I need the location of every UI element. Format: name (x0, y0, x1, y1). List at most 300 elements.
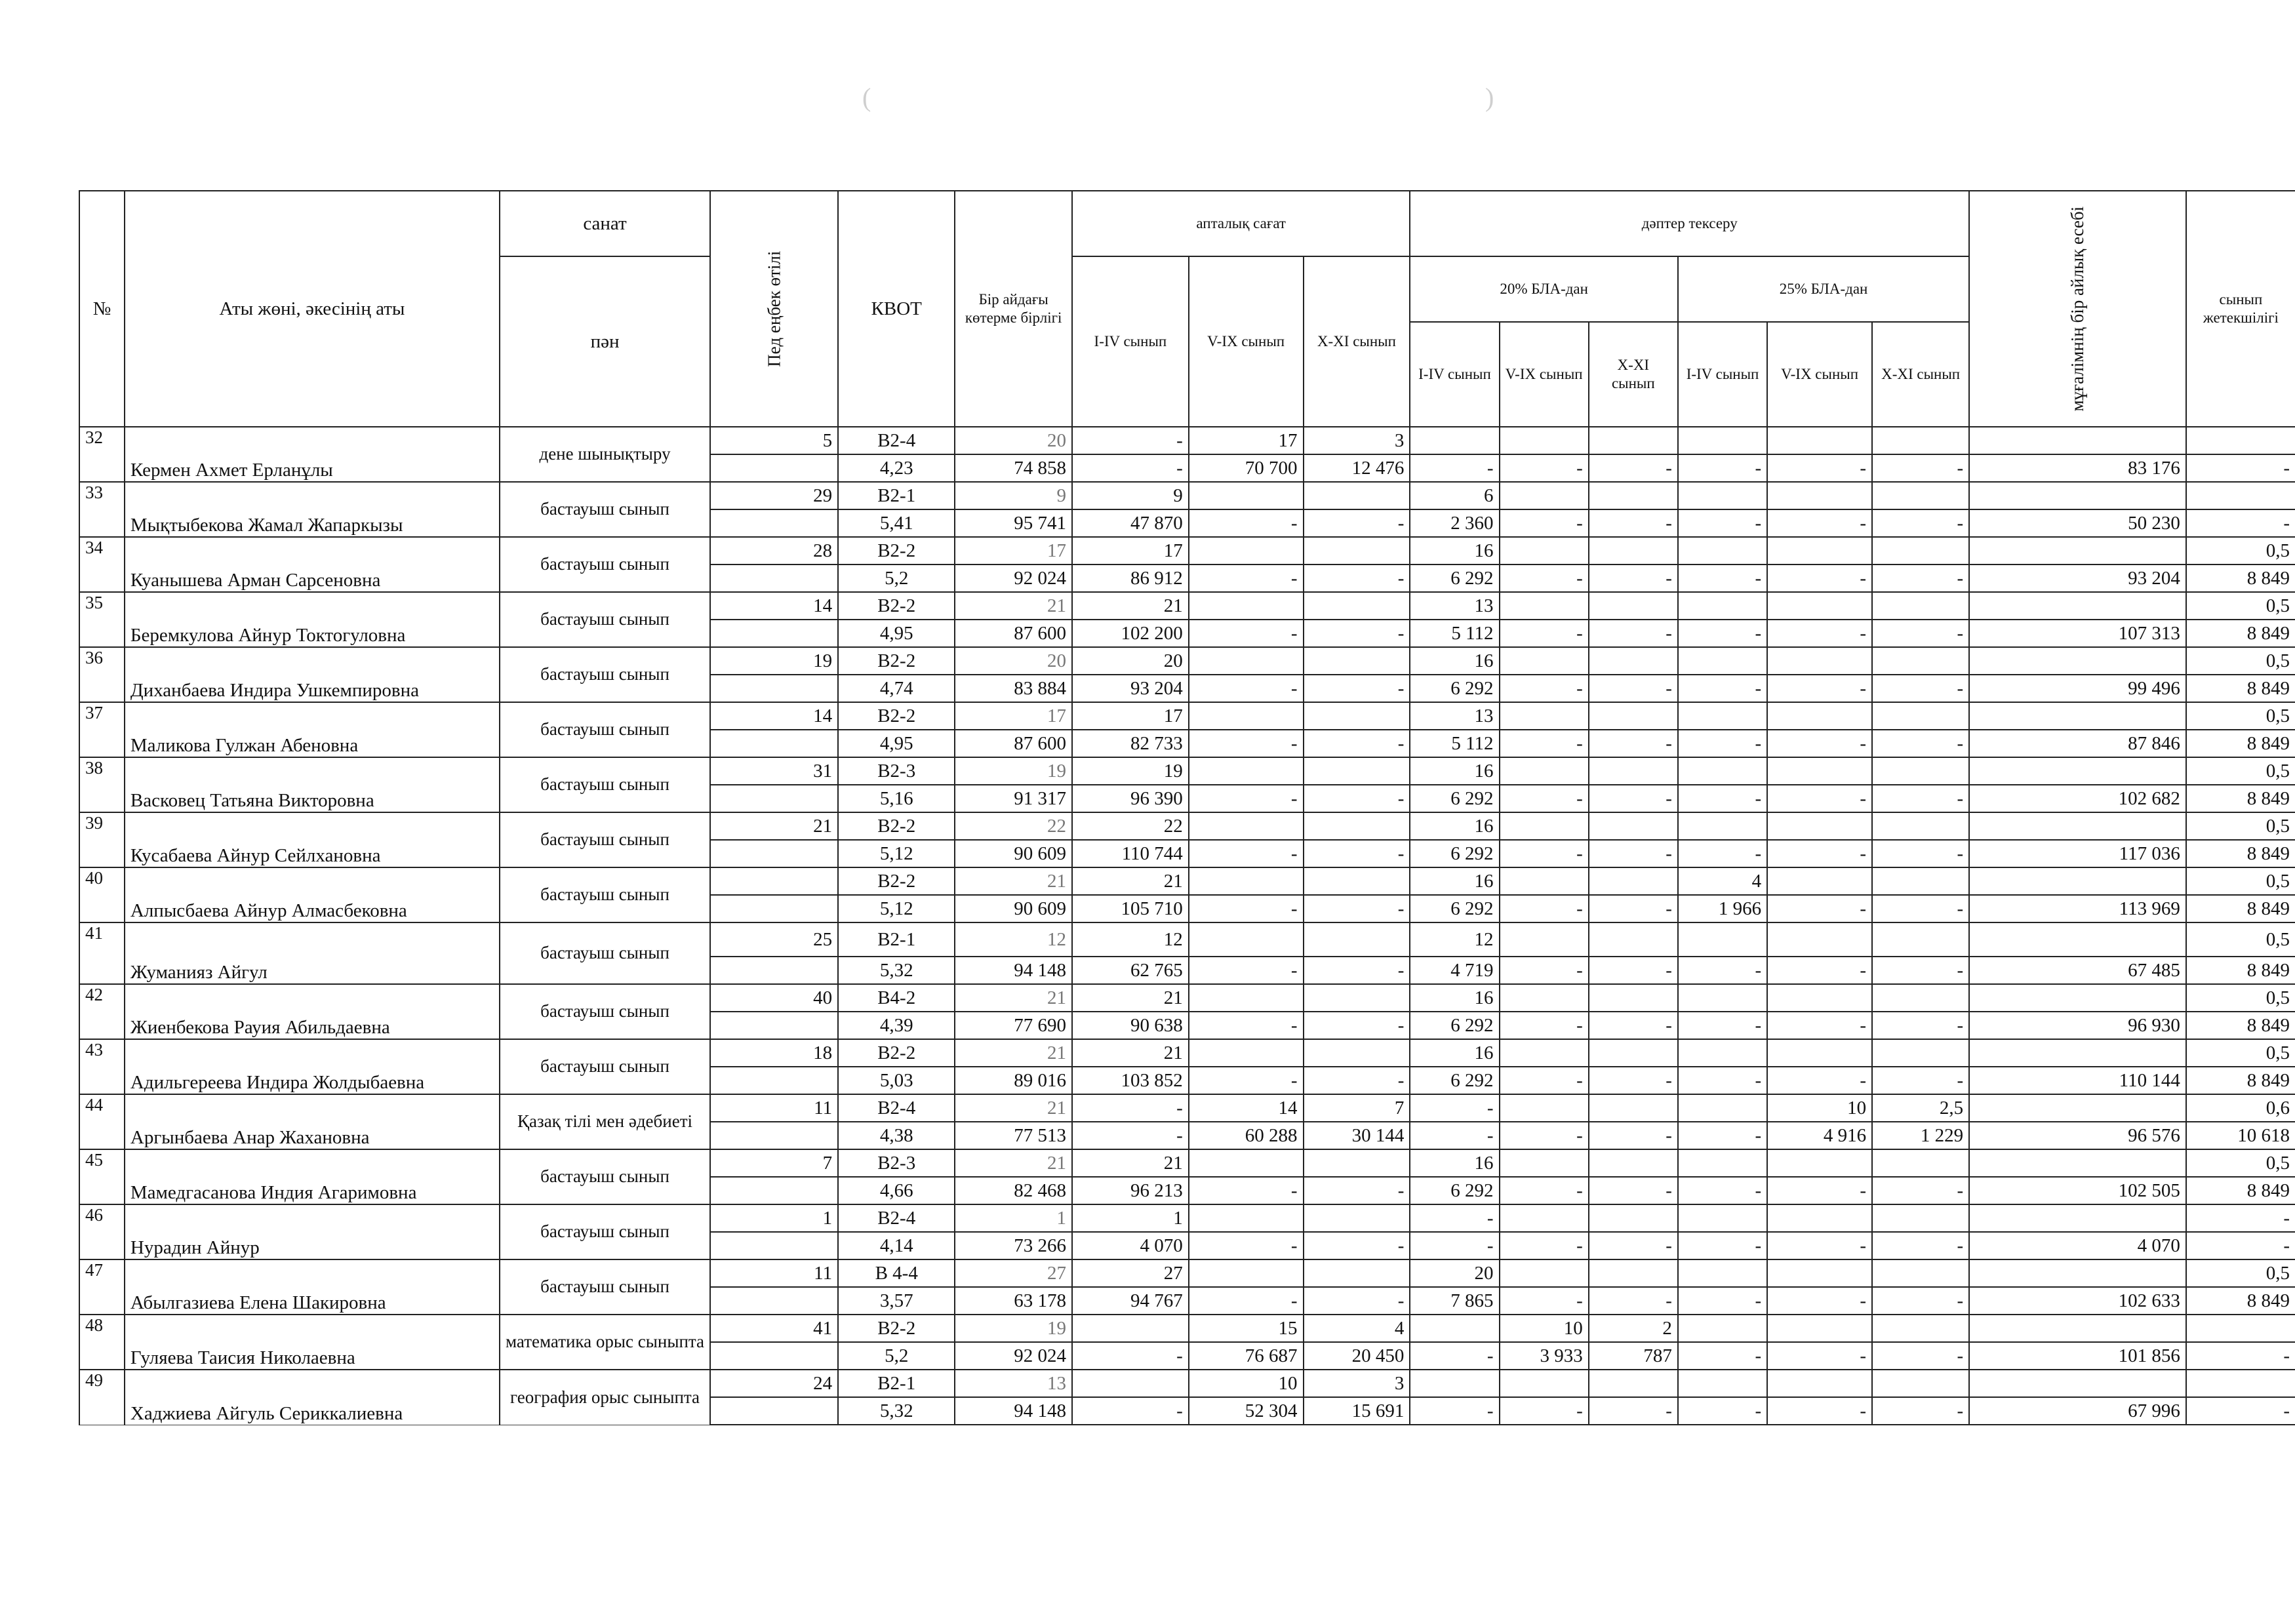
cell: - (2186, 1232, 2295, 1259)
cell: - (1589, 785, 1678, 812)
cell: В2-1 (838, 922, 955, 957)
cell: 20 450 (1304, 1342, 1410, 1370)
cell (1500, 1204, 1589, 1232)
cell: - (1767, 1232, 1872, 1259)
cell (1872, 757, 1969, 785)
cell: В2-2 (838, 1039, 955, 1067)
cell (1969, 592, 2186, 620)
cell: 0,5 (2186, 702, 2295, 730)
experience-cell: 29 (710, 482, 838, 509)
cell (1589, 592, 1678, 620)
cell (1678, 1039, 1767, 1067)
cell: 93 204 (1072, 675, 1189, 702)
cell: 4,95 (838, 730, 955, 757)
cell: - (1678, 840, 1767, 867)
cell: 21 (955, 1039, 1072, 1067)
cell: 6 292 (1410, 1177, 1499, 1204)
cell: 73 266 (955, 1232, 1072, 1259)
cell: 113 969 (1969, 895, 2186, 922)
cell (1589, 812, 1678, 840)
cell: 4,39 (838, 1012, 955, 1039)
cell: - (1589, 1067, 1678, 1094)
subject-cell: бастауыш сынып (500, 922, 710, 984)
cell: - (2186, 509, 2295, 537)
subject-cell: бастауыш сынып (500, 867, 710, 922)
cell: - (1767, 785, 1872, 812)
cell: - (1072, 454, 1189, 482)
cell: 21 (955, 1149, 1072, 1177)
cell: 17 (1072, 537, 1189, 564)
cell: - (1678, 1012, 1767, 1039)
cell: - (1872, 509, 1969, 537)
teacher-name: Аргынбаева Анар Жахановна (125, 1094, 500, 1149)
table-row (79, 1259, 2295, 1287)
cell (1872, 812, 1969, 840)
experience-cell-empty (710, 1342, 838, 1370)
cell: - (1767, 1342, 1872, 1370)
cell: 99 496 (1969, 675, 2186, 702)
cell: В2-2 (838, 647, 955, 675)
cell: - (1678, 1177, 1767, 1204)
subject-cell: бастауыш сынып (500, 537, 710, 592)
cell: В2-1 (838, 482, 955, 509)
cell (1872, 482, 1969, 509)
cell: - (1589, 675, 1678, 702)
col-weekly-hours: апталық сағат (1072, 191, 1410, 256)
experience-cell (710, 867, 838, 895)
cell: 16 (1410, 757, 1499, 785)
cell: - (1304, 675, 1410, 702)
cell: 52 304 (1189, 1397, 1304, 1425)
cell: - (2186, 454, 2295, 482)
cell: В2-2 (838, 537, 955, 564)
cell: 96 213 (1072, 1177, 1189, 1204)
cell: - (1304, 785, 1410, 812)
cell: 30 144 (1304, 1122, 1410, 1149)
cell (1767, 537, 1872, 564)
cell (1589, 984, 1678, 1012)
cell: 16 (1410, 867, 1499, 895)
cell: 105 710 (1072, 895, 1189, 922)
col-subject: пән (500, 256, 710, 427)
cell (1872, 427, 1969, 454)
row-number: 44 (79, 1094, 125, 1149)
cell (1969, 427, 2186, 454)
cell (1500, 537, 1589, 564)
cell: - (1589, 957, 1678, 984)
cell: 6 292 (1410, 785, 1499, 812)
cell: 20 (955, 427, 1072, 454)
cell: В2-1 (838, 1370, 955, 1397)
table-row (79, 867, 2295, 895)
cell: 21 (1072, 1039, 1189, 1067)
cell: 0,5 (2186, 867, 2295, 895)
cell: - (1678, 1067, 1767, 1094)
cell (1189, 922, 1304, 957)
cell: - (2186, 1397, 2295, 1425)
teacher-name: Жиенбекова Рауия Абильдаевна (125, 984, 500, 1039)
cell: 21 (955, 867, 1072, 895)
cell (1872, 1204, 1969, 1232)
cell: 92 024 (955, 564, 1072, 592)
cell: - (1589, 1287, 1678, 1315)
col-category: санат (500, 191, 710, 256)
cell (1969, 812, 2186, 840)
cell (1969, 867, 2186, 895)
row-number: 33 (79, 482, 125, 537)
cell: 17 (1072, 702, 1189, 730)
cell (1872, 702, 1969, 730)
cell: - (1872, 1012, 1969, 1039)
cell (1189, 482, 1304, 509)
cell: 5,2 (838, 1342, 955, 1370)
cell: - (1589, 1122, 1678, 1149)
cell (1304, 702, 1410, 730)
cell (1969, 1204, 2186, 1232)
subject-cell: бастауыш сынып (500, 592, 710, 647)
experience-cell-empty (710, 1122, 838, 1149)
cell: 0,5 (2186, 757, 2295, 785)
table-row (79, 482, 2295, 509)
cell: 5,16 (838, 785, 955, 812)
cell: 27 (955, 1259, 1072, 1287)
teacher-name: Беремкулова Айнур Токтогуловна (125, 592, 500, 647)
cell: - (1767, 564, 1872, 592)
experience-cell: 19 (710, 647, 838, 675)
cell: - (1189, 1287, 1304, 1315)
row-number: 38 (79, 757, 125, 812)
cell: 101 856 (1969, 1342, 2186, 1370)
col-kvot: КВОТ (838, 191, 955, 427)
cell: - (2186, 1204, 2295, 1232)
cell (1678, 922, 1767, 957)
cell (1589, 647, 1678, 675)
cell (1678, 812, 1767, 840)
cell: 0,5 (2186, 647, 2295, 675)
table-row (79, 537, 2295, 564)
cell: - (1410, 1342, 1499, 1370)
cell (1500, 1094, 1589, 1122)
cell: - (1410, 1204, 1499, 1232)
cell (1589, 702, 1678, 730)
cell: - (1500, 564, 1589, 592)
cell: - (1678, 675, 1767, 702)
row-number: 37 (79, 702, 125, 757)
cell: 8 849 (2186, 1012, 2295, 1039)
salary-table (79, 190, 2295, 1425)
cell: 0,5 (2186, 1259, 2295, 1287)
cell: - (1410, 1122, 1499, 1149)
cell: 2 (1589, 1315, 1678, 1342)
cell: 9 (1072, 482, 1189, 509)
teacher-name: Адильгереева Индира Жолдыбаевна (125, 1039, 500, 1094)
cell: 4,66 (838, 1177, 955, 1204)
cell: - (1189, 564, 1304, 592)
cell (1500, 1259, 1589, 1287)
col-g1-4: I-IV сынып (1072, 256, 1189, 427)
cell: 93 204 (1969, 564, 2186, 592)
cell: 6 292 (1410, 1067, 1499, 1094)
cell: 4,23 (838, 454, 955, 482)
cell: 62 765 (1072, 957, 1189, 984)
row-number: 48 (79, 1315, 125, 1370)
cell (2186, 1370, 2295, 1397)
cell: - (1410, 1397, 1499, 1425)
cell: 0,5 (2186, 812, 2295, 840)
cell: 8 849 (2186, 730, 2295, 757)
experience-cell: 21 (710, 812, 838, 840)
cell (1767, 812, 1872, 840)
cell: 8 849 (2186, 895, 2295, 922)
cell (1767, 427, 1872, 454)
cell (1678, 537, 1767, 564)
experience-cell-empty (710, 454, 838, 482)
cell (1304, 757, 1410, 785)
experience-cell: 14 (710, 592, 838, 620)
cell: 70 700 (1189, 454, 1304, 482)
experience-cell: 11 (710, 1259, 838, 1287)
cell: 20 (1410, 1259, 1499, 1287)
cell: - (1589, 840, 1678, 867)
row-number: 32 (79, 427, 125, 482)
cell: 83 176 (1969, 454, 2186, 482)
cell: - (1500, 675, 1589, 702)
cell (1589, 1094, 1678, 1122)
cell (2186, 482, 2295, 509)
experience-cell-empty (710, 1012, 838, 1039)
cell: 91 317 (955, 785, 1072, 812)
cell (1500, 1149, 1589, 1177)
cell: 16 (1410, 647, 1499, 675)
cell: 5,2 (838, 564, 955, 592)
cell: 19 (955, 1315, 1072, 1342)
cell (2186, 1315, 2295, 1342)
cell: 95 741 (955, 509, 1072, 537)
cell: 21 (955, 1094, 1072, 1122)
cell: 102 633 (1969, 1287, 2186, 1315)
cell: - (1767, 1012, 1872, 1039)
cell (1500, 984, 1589, 1012)
cell: 87 600 (955, 730, 1072, 757)
cell: - (1872, 1287, 1969, 1315)
cell: 4 916 (1767, 1122, 1872, 1149)
cell (1678, 702, 1767, 730)
experience-cell-empty (710, 785, 838, 812)
cell: - (1189, 675, 1304, 702)
cell (1872, 1315, 1969, 1342)
cell: - (1767, 675, 1872, 702)
row-number: 34 (79, 537, 125, 592)
subject-cell: география орыс сыныпта (500, 1370, 710, 1425)
teacher-name: Гуляева Таисия Николаевна (125, 1315, 500, 1370)
cell (1500, 922, 1589, 957)
cell (1969, 482, 2186, 509)
cell (1500, 647, 1589, 675)
cell (1872, 867, 1969, 895)
cell (1589, 1370, 1678, 1397)
teacher-name: Кермен Ахмет Ерланұлы (125, 427, 500, 482)
teacher-name: Маликова Гулжан Абеновна (125, 702, 500, 757)
table-row (79, 984, 2295, 1012)
cell: - (1500, 730, 1589, 757)
col-name: Аты жөні, әкесінің аты (125, 191, 500, 427)
cell (1678, 592, 1767, 620)
experience-cell: 31 (710, 757, 838, 785)
cell: 1 966 (1678, 895, 1767, 922)
row-number: 46 (79, 1204, 125, 1259)
cell (1589, 1204, 1678, 1232)
cell: 4,38 (838, 1122, 955, 1149)
cell: - (1767, 1177, 1872, 1204)
cell: 13 (1410, 592, 1499, 620)
cell: 5,03 (838, 1067, 955, 1094)
experience-cell: 5 (710, 427, 838, 454)
cell: В2-4 (838, 1094, 955, 1122)
cell (1969, 1149, 2186, 1177)
cell: 22 (955, 812, 1072, 840)
cell: 787 (1589, 1342, 1678, 1370)
cell: - (1678, 509, 1767, 537)
cell: 4,74 (838, 675, 955, 702)
cell: 89 016 (955, 1067, 1072, 1094)
cell: - (1589, 564, 1678, 592)
experience-cell: 14 (710, 702, 838, 730)
row-number: 47 (79, 1259, 125, 1315)
cell: 110 144 (1969, 1067, 2186, 1094)
cell: 10 (1189, 1370, 1304, 1397)
cell: - (2186, 1342, 2295, 1370)
experience-cell: 25 (710, 922, 838, 957)
cell (1872, 1370, 1969, 1397)
cell: 0,5 (2186, 922, 2295, 957)
cell: 5 112 (1410, 730, 1499, 757)
cell: 110 744 (1072, 840, 1189, 867)
cell: 63 178 (955, 1287, 1072, 1315)
table-row (79, 1315, 2295, 1342)
cell: - (1767, 957, 1872, 984)
cell (1969, 1370, 2186, 1397)
subject-cell: бастауыш сынып (500, 757, 710, 812)
cell (1872, 984, 1969, 1012)
cell: 16 (1410, 537, 1499, 564)
cell (1304, 1039, 1410, 1067)
col-monthly-calc: мұғалімнің бір айлық есебі (1969, 191, 2186, 427)
experience-cell-empty (710, 840, 838, 867)
cell (1969, 647, 2186, 675)
cell: - (1589, 1012, 1678, 1039)
cell: 8 849 (2186, 1287, 2295, 1315)
cell (1969, 1259, 2186, 1287)
cell: - (1767, 840, 1872, 867)
cell: 17 (1189, 427, 1304, 454)
cell (1678, 1094, 1767, 1122)
cell: - (1500, 1232, 1589, 1259)
cell: 21 (1072, 592, 1189, 620)
cell (1589, 427, 1678, 454)
cell: - (1872, 1342, 1969, 1370)
cell: 7 (1304, 1094, 1410, 1122)
table-row (79, 922, 2295, 957)
experience-cell-empty (710, 1067, 838, 1094)
col-experience: Пед еңбек өтілі (710, 191, 838, 427)
cell: 17 (955, 702, 1072, 730)
cell: - (1410, 1094, 1499, 1122)
cell (1767, 1370, 1872, 1397)
cell: 76 687 (1189, 1342, 1304, 1370)
cell: - (1589, 1177, 1678, 1204)
cell: 2 360 (1410, 509, 1499, 537)
cell (1304, 537, 1410, 564)
cell: 90 609 (955, 895, 1072, 922)
cell: - (1678, 1122, 1767, 1149)
cell: - (1589, 620, 1678, 647)
cell (1304, 647, 1410, 675)
table-row (79, 592, 2295, 620)
cell (1969, 922, 2186, 957)
cell (1872, 1039, 1969, 1067)
teacher-name: Мықтыбекова Жамал Жапаркызы (125, 482, 500, 537)
cell: - (1872, 840, 1969, 867)
cell: 90 609 (955, 840, 1072, 867)
cell (1767, 647, 1872, 675)
cell (1189, 537, 1304, 564)
cell (1589, 482, 1678, 509)
cell: - (1767, 1067, 1872, 1094)
cell (1767, 1204, 1872, 1232)
cell: 3 (1304, 427, 1410, 454)
cell: - (1189, 785, 1304, 812)
cell: - (1500, 1287, 1589, 1315)
cell (1189, 1149, 1304, 1177)
cell: - (1589, 1232, 1678, 1259)
cell: 50 230 (1969, 509, 2186, 537)
table-row (79, 1039, 2295, 1067)
cell: - (1189, 730, 1304, 757)
cell: 20 (955, 647, 1072, 675)
cell: 4 070 (1072, 1232, 1189, 1259)
scan-mark: ( (862, 83, 871, 112)
cell: 12 (955, 922, 1072, 957)
cell: 82 468 (955, 1177, 1072, 1204)
cell: - (1410, 454, 1499, 482)
cell (1589, 1259, 1678, 1287)
cell: 8 849 (2186, 675, 2295, 702)
cell (1589, 1039, 1678, 1067)
cell (1589, 922, 1678, 957)
experience-cell-empty (710, 1177, 838, 1204)
cell: 21 (1072, 984, 1189, 1012)
experience-cell-empty (710, 564, 838, 592)
cell: 77 690 (955, 1012, 1072, 1039)
cell (1767, 867, 1872, 895)
cell: - (1767, 620, 1872, 647)
experience-cell-empty (710, 620, 838, 647)
cell: 12 476 (1304, 454, 1410, 482)
cell (1678, 482, 1767, 509)
cell: - (1678, 730, 1767, 757)
cell: - (1678, 1232, 1767, 1259)
cell: 4 719 (1410, 957, 1499, 984)
experience-cell: 1 (710, 1204, 838, 1232)
cell: 0,5 (2186, 984, 2295, 1012)
cell: - (1189, 895, 1304, 922)
cell: - (1500, 895, 1589, 922)
cell (1072, 1315, 1189, 1342)
cell (1678, 1149, 1767, 1177)
cell (1304, 1149, 1410, 1177)
cell: 5,41 (838, 509, 955, 537)
cell: В2-2 (838, 592, 955, 620)
